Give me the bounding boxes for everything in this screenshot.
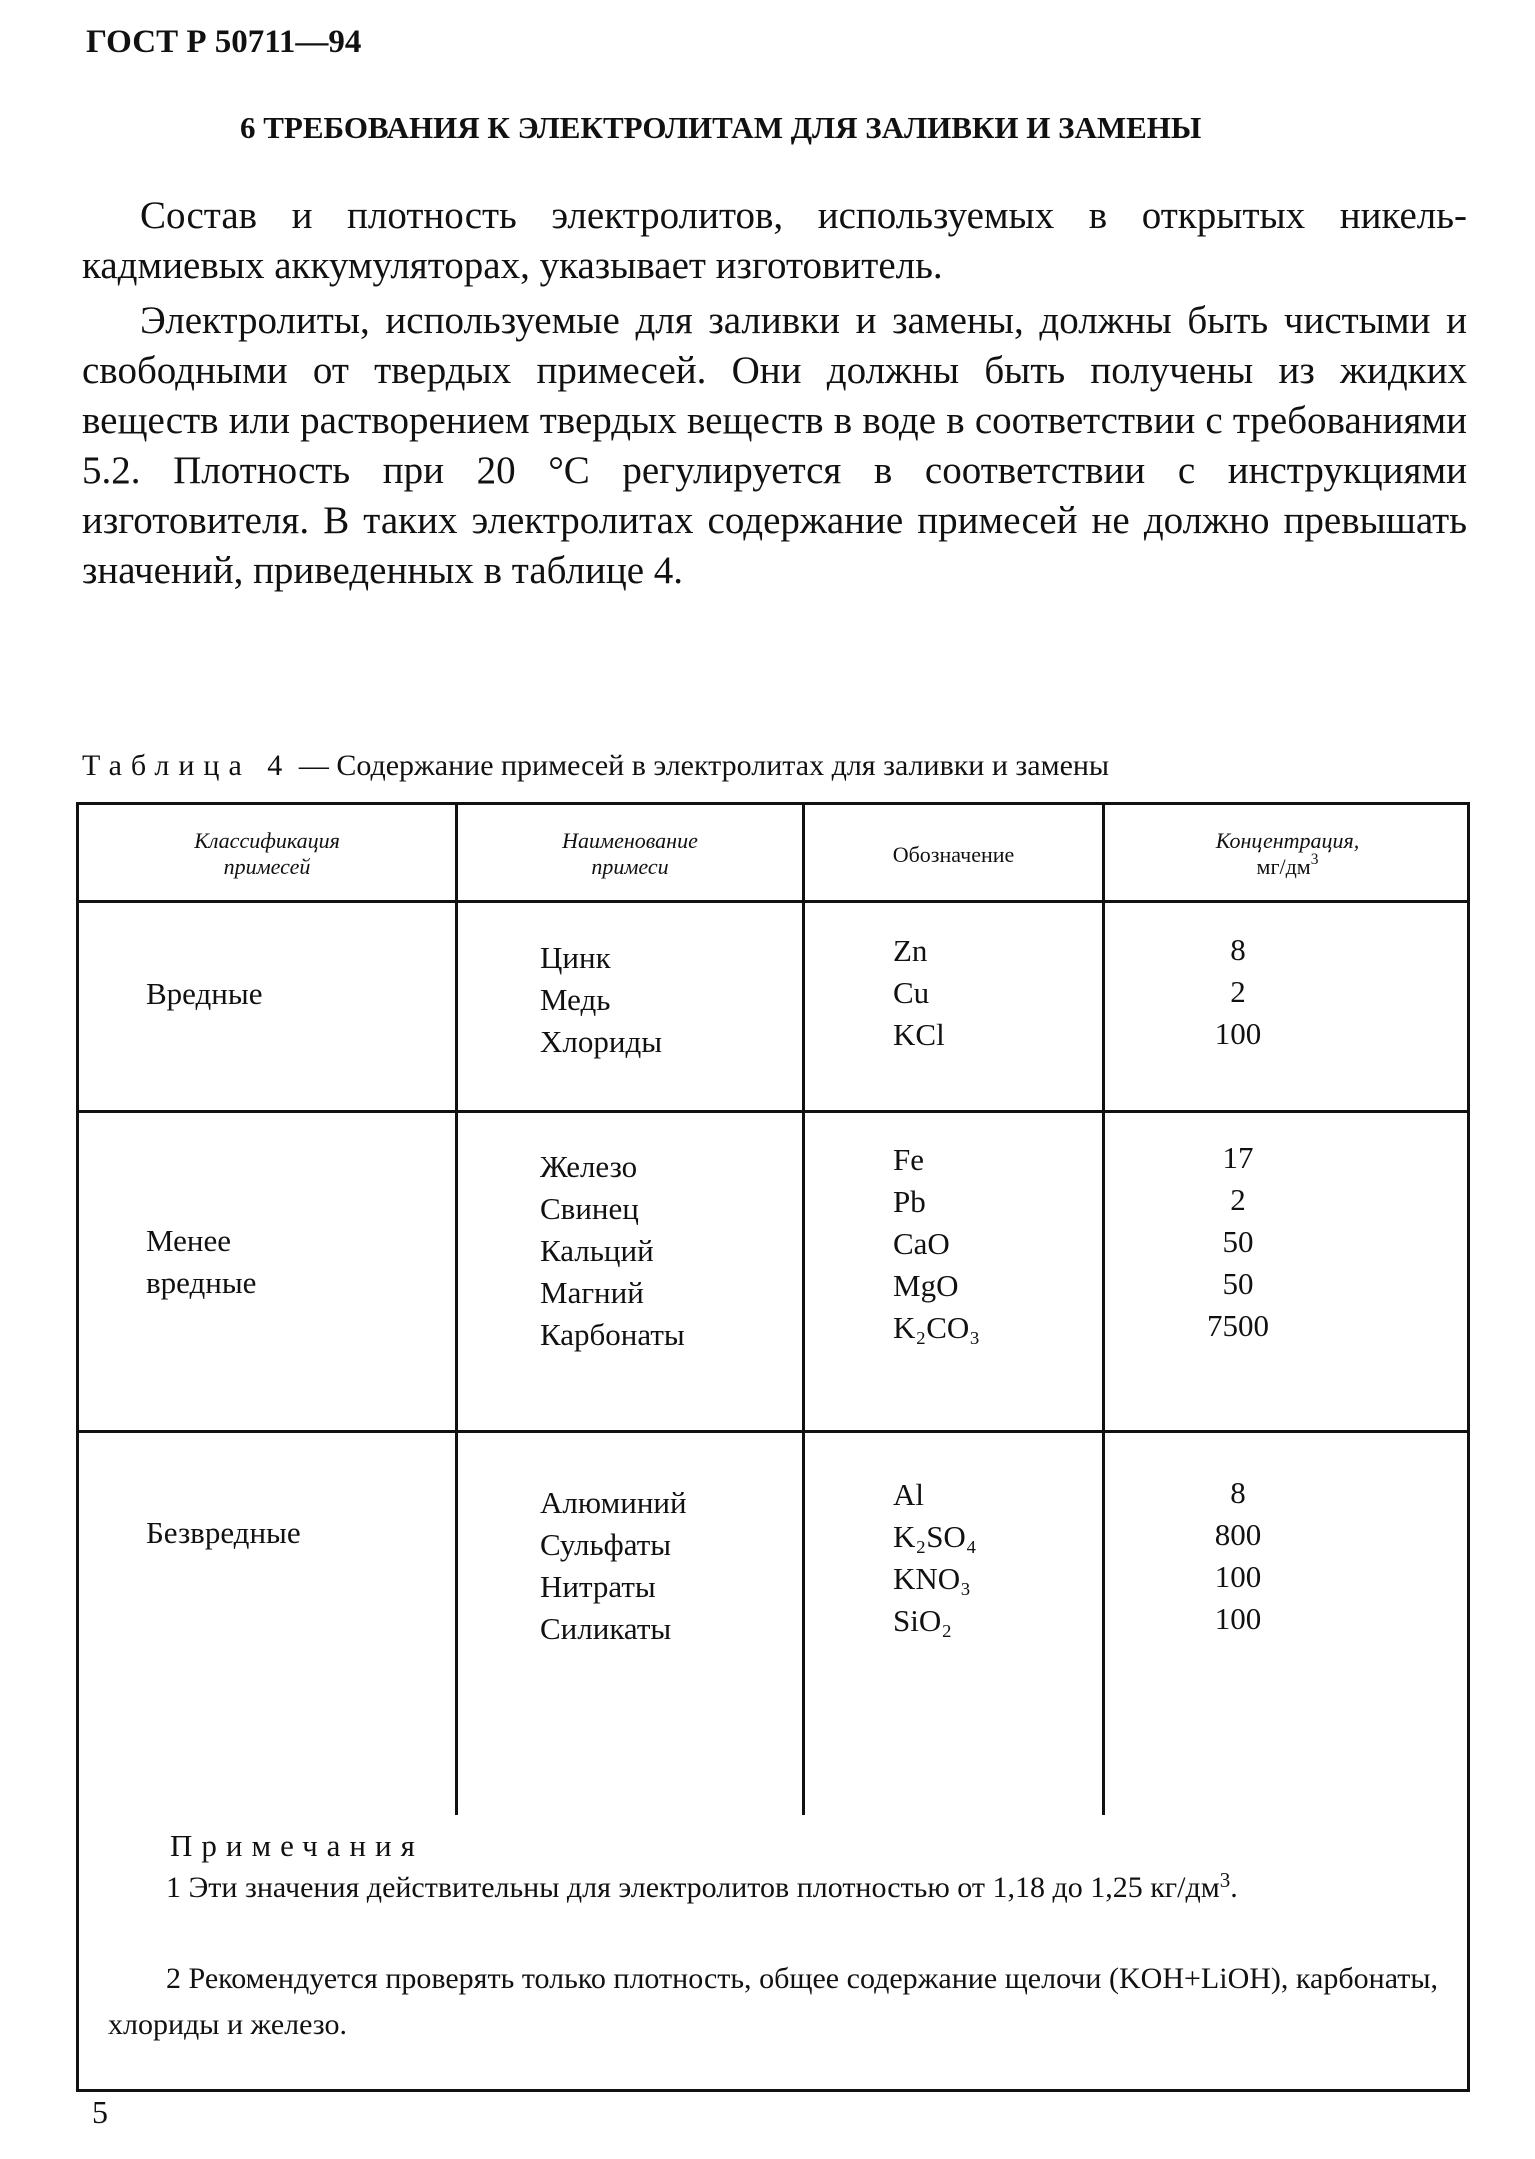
page-number: 5 (92, 2094, 108, 2130)
impurity-name: Хлориды (540, 1024, 663, 1059)
impurity-name: Магний (540, 1275, 644, 1310)
table-caption (82, 749, 1109, 783)
impurity-name: Нитраты (540, 1569, 656, 1604)
impurity-symbol: Cu (893, 975, 930, 1010)
impurity-values-group-1 (1138, 929, 1338, 1055)
impurity-values-group-2 (1138, 1137, 1338, 1347)
impurity-names-group-3 (540, 1482, 687, 1650)
standard-code: ГОСТ Р 50711—94 (86, 24, 362, 60)
impurity-names-group-1 (540, 937, 662, 1063)
note-2: 2 Рекомендуется проверять только плотность, общее содержание щелочи (KOH+LiOH), карбонаты, хлориды и железо. (108, 1962, 1438, 2041)
impurity-symbols-group-2 (893, 1139, 980, 1349)
impurity-name: Цинк (540, 940, 611, 975)
section-title: 6 ТРЕБОВАНИЯ К ЭЛЕКТРОЛИТАМ ДЛЯ ЗАЛИВКИ И ЗАМЕНЫ (240, 110, 1202, 145)
table-caption-label: Таблица 4 (82, 749, 292, 782)
impurity-symbol: KCl (893, 1017, 945, 1052)
header-name: Наименование примеси (562, 828, 698, 879)
impurity-value: 2 (1230, 974, 1246, 1009)
classification-less-harmful: Менее вредные (146, 1223, 257, 1300)
impurity-value: 100 (1214, 1016, 1262, 1051)
impurity-value: 8 (1230, 932, 1246, 967)
impurity-symbols-group-1 (893, 930, 945, 1056)
impurity-symbols-group-3 (893, 1474, 977, 1642)
impurity-values-group-3 (1138, 1472, 1338, 1640)
impurity-symbol: MgO (893, 1268, 959, 1303)
header-classification: Классификация примесей (194, 828, 340, 879)
impurity-value: 100 (1214, 1601, 1262, 1636)
impurity-value: 7500 (1207, 1308, 1269, 1343)
impurity-value: 2 (1230, 1182, 1246, 1217)
header-symbol: Обозначение (892, 842, 1015, 867)
impurity-symbol: Pb (893, 1184, 926, 1219)
impurity-name: Алюминий (540, 1485, 687, 1520)
impurity-name: Силикаты (540, 1611, 672, 1646)
impurity-value: 50 (1222, 1224, 1254, 1259)
classification-harmless: Безвредные (146, 1515, 301, 1550)
impurity-symbol: Al (893, 1477, 924, 1512)
table-group-rule-1 (76, 1110, 1470, 1113)
table-divider-3 (1102, 802, 1105, 1815)
impurity-name: Кальций (540, 1233, 654, 1268)
impurity-name: Карбонаты (540, 1317, 685, 1352)
impurity-value: 800 (1214, 1517, 1262, 1552)
impurity-symbol: K₂SO₄ (893, 1519, 977, 1554)
impurity-symbol: Fe (893, 1142, 924, 1177)
impurity-name: Медь (540, 982, 611, 1017)
paragraph-1: Состав и плотность электролитов, используемых в открытых никель-кадмиевых аккумуляторах, указывает изготовитель. (82, 194, 1467, 287)
note-1: 1 Эти значения действительны для электролитов плотностью от 1,18 до 1,25 $кг/дм^3$. (166, 1868, 1238, 1904)
notes-title: Примечания (170, 1828, 424, 1863)
paragraph-2: Электролиты, используемые для заливки и замены, должны быть чистыми и свободными от твердых примесей. Они должны быть получены из жидких веществ или растворением твердых веществ в воде в соответствии с требованиями 5.2. Плотность при 20 °С регулируется в соответствии с инструкциями изготовителя. В таких электролитах содержание примесей не должно превышать значений, приведенных в таблице 4. (82, 299, 1467, 592)
impurity-value: 50 (1222, 1266, 1254, 1301)
table-divider-1 (455, 802, 458, 1815)
table-divider-2 (802, 802, 805, 1815)
impurity-symbol: KNO₃ (893, 1561, 971, 1596)
impurity-value: 17 (1222, 1140, 1254, 1175)
impurity-name: Свинец (540, 1191, 639, 1226)
impurity-symbol: SiO₂ (893, 1603, 953, 1638)
table-header-rule (76, 900, 1470, 903)
impurity-symbol: CaO (893, 1226, 950, 1261)
impurity-symbol: K₂CO₃ (893, 1310, 981, 1345)
table-group-rule-2 (76, 1430, 1470, 1433)
impurity-value: 100 (1214, 1559, 1262, 1594)
classification-harmful: Вредные (146, 976, 263, 1011)
impurity-symbol: Zn (893, 933, 928, 968)
impurity-names-group-2 (540, 1146, 685, 1356)
impurity-name: Железо (540, 1149, 638, 1184)
table-caption-text: — Содержание примесей в электролитах для заливки и замены (291, 749, 1110, 782)
impurity-name: Сульфаты (540, 1527, 672, 1562)
impurity-value: 8 (1230, 1475, 1246, 1510)
header-concentration: Концентрация, $мг/дм^3$ (1215, 828, 1360, 879)
